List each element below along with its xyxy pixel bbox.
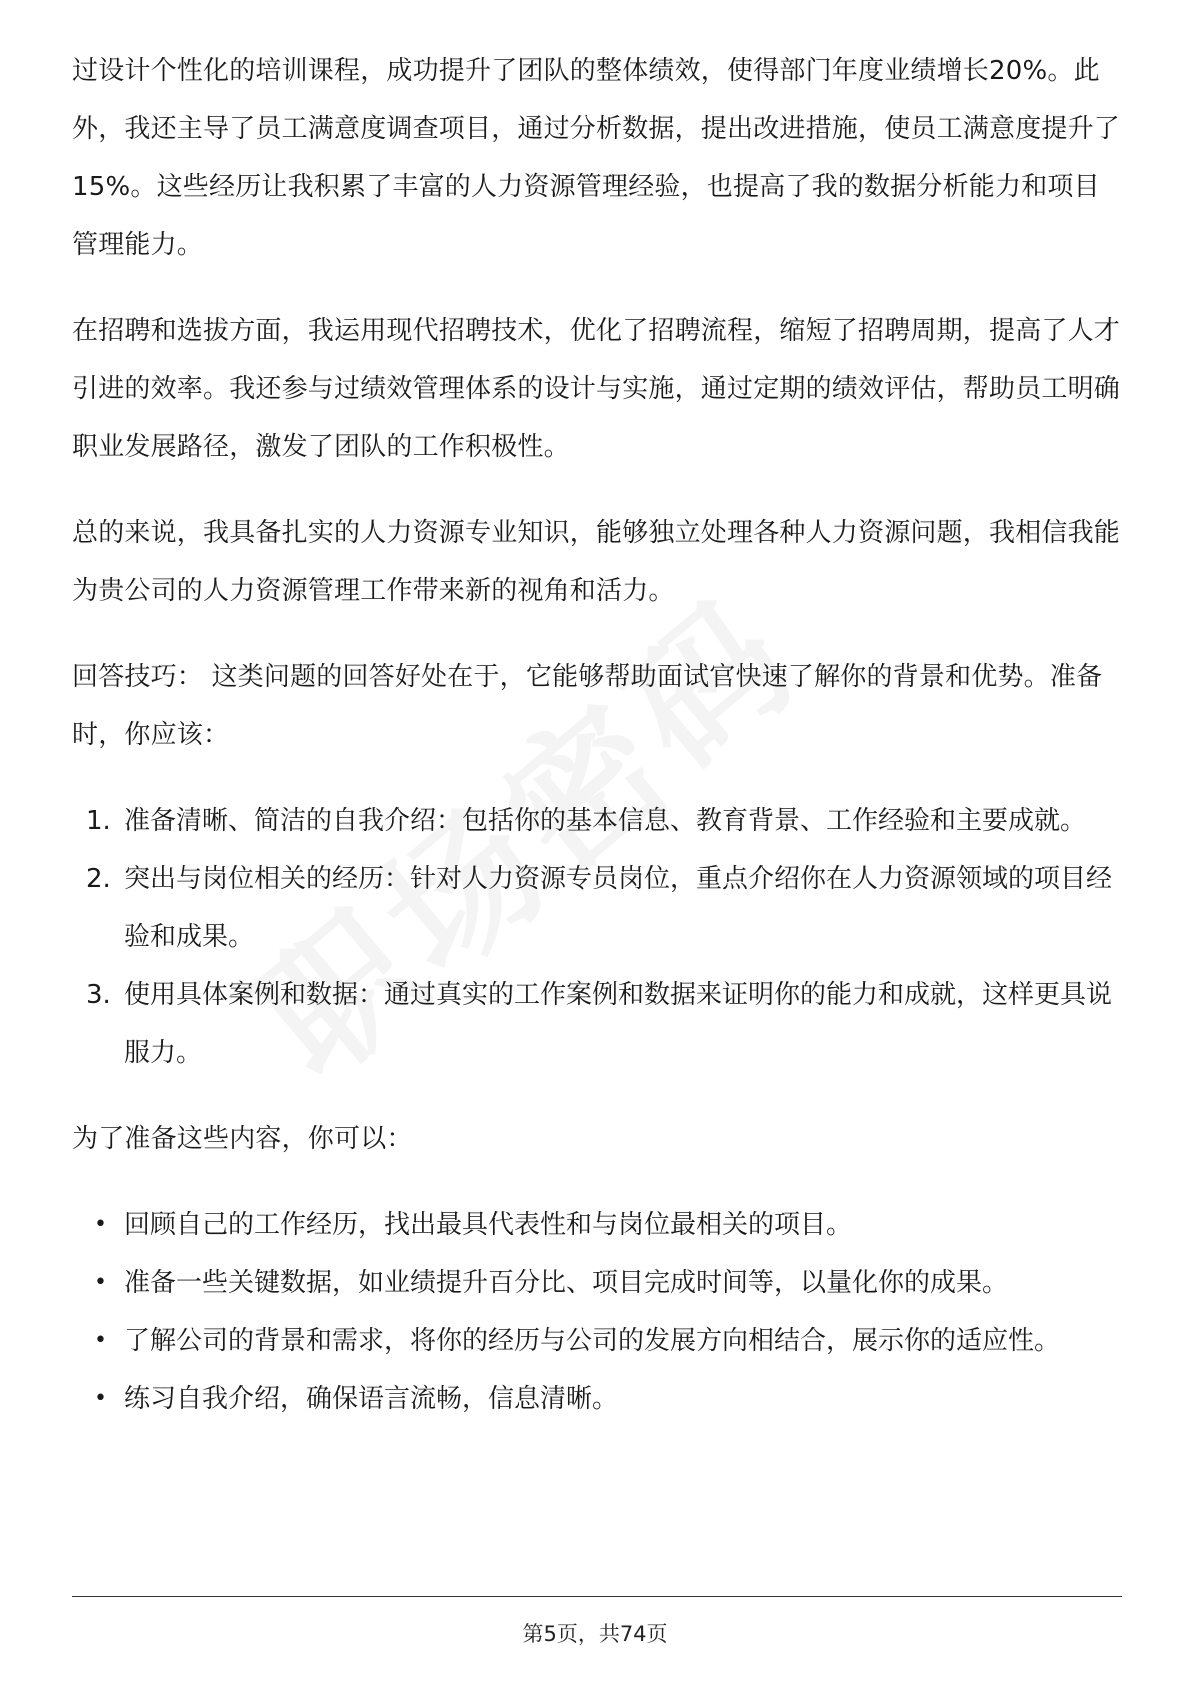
list-item: [72, 1312, 1122, 1370]
list-item-text: 使用具体案例和数据：通过真实的工作案例和数据来证明你的能力和成就，这样更具说服力。: [124, 980, 1113, 1068]
bullet-marker: •: [94, 1270, 107, 1295]
paragraph-experience: 过设计个性化的培训课程，成功提升了团队的整体绩效，使得部门年度业绩增长20%。此外，我还主导了员工满意度调查项目，通过分析数据，提出改进措施，使员工满意度提升了15%。这些经历让我积累了丰富的人力资源管理经验，也提高了我的数据分析能力和项目管理能力。: [72, 56, 1121, 260]
paragraph-recruitment: 在招聘和选拔方面，我运用现代招聘技术，优化了招聘流程，缩短了招聘周期，提高了人才引进的效率。我还参与过绩效管理体系的设计与实施，通过定期的绩效评估，帮助员工明确职业发展路径，激发了团队的工作积极性。: [72, 316, 1121, 462]
list-marker: 2.: [86, 864, 111, 894]
paragraph-summary: 总的来说，我具备扎实的人力资源专业知识，能够独立处理各种人力资源问题，我相信我能为贵公司的人力资源管理工作带来新的视角和活力。: [72, 518, 1121, 606]
paragraph-prepare: 为了准备这些内容，你可以：: [72, 1124, 413, 1154]
page-number: 第5页，共74页: [522, 1622, 668, 1646]
list-item: [72, 1254, 1122, 1312]
list-item-text: 准备一些关键数据，如业绩提升百分比、项目完成时间等，以量化你的成果。: [124, 1268, 1009, 1298]
list-item: [72, 1370, 1122, 1428]
numbered-list: [72, 792, 1122, 1082]
footer-divider: [72, 1596, 1122, 1597]
list-item: [72, 792, 1122, 850]
list-item-text: 突出与岗位相关的经历：针对人力资源专员岗位，重点介绍你在人力资源领域的项目经验和成果。: [124, 864, 1113, 952]
list-item: [72, 966, 1122, 1082]
list-item: [72, 850, 1122, 966]
list-item-text: 准备清晰、简洁的自我介绍：包括你的基本信息、教育背景、工作经验和主要成就。: [124, 806, 1087, 836]
list-item-text: 了解公司的背景和需求，将你的经历与公司的发展方向相结合，展示你的适应性。: [124, 1326, 1061, 1356]
list-item-text: 回顾自己的工作经历，找出最具代表性和与岗位最相关的项目。: [124, 1210, 853, 1240]
bullet-marker: •: [94, 1212, 107, 1237]
list-marker: 3.: [86, 980, 111, 1010]
bullet-list: [72, 1196, 1122, 1428]
list-item: [72, 1196, 1122, 1254]
list-marker: 1.: [86, 806, 111, 836]
document-body: [72, 42, 1122, 1456]
bullet-marker: •: [94, 1386, 107, 1411]
bullet-marker: •: [94, 1328, 107, 1353]
list-item-text: 练习自我介绍，确保语言流畅，信息清晰。: [124, 1384, 619, 1414]
paragraph-tips: 回答技巧： 这类问题的回答好处在于，它能够帮助面试官快速了解你的背景和优势。准备时，你应该：: [72, 662, 1103, 750]
